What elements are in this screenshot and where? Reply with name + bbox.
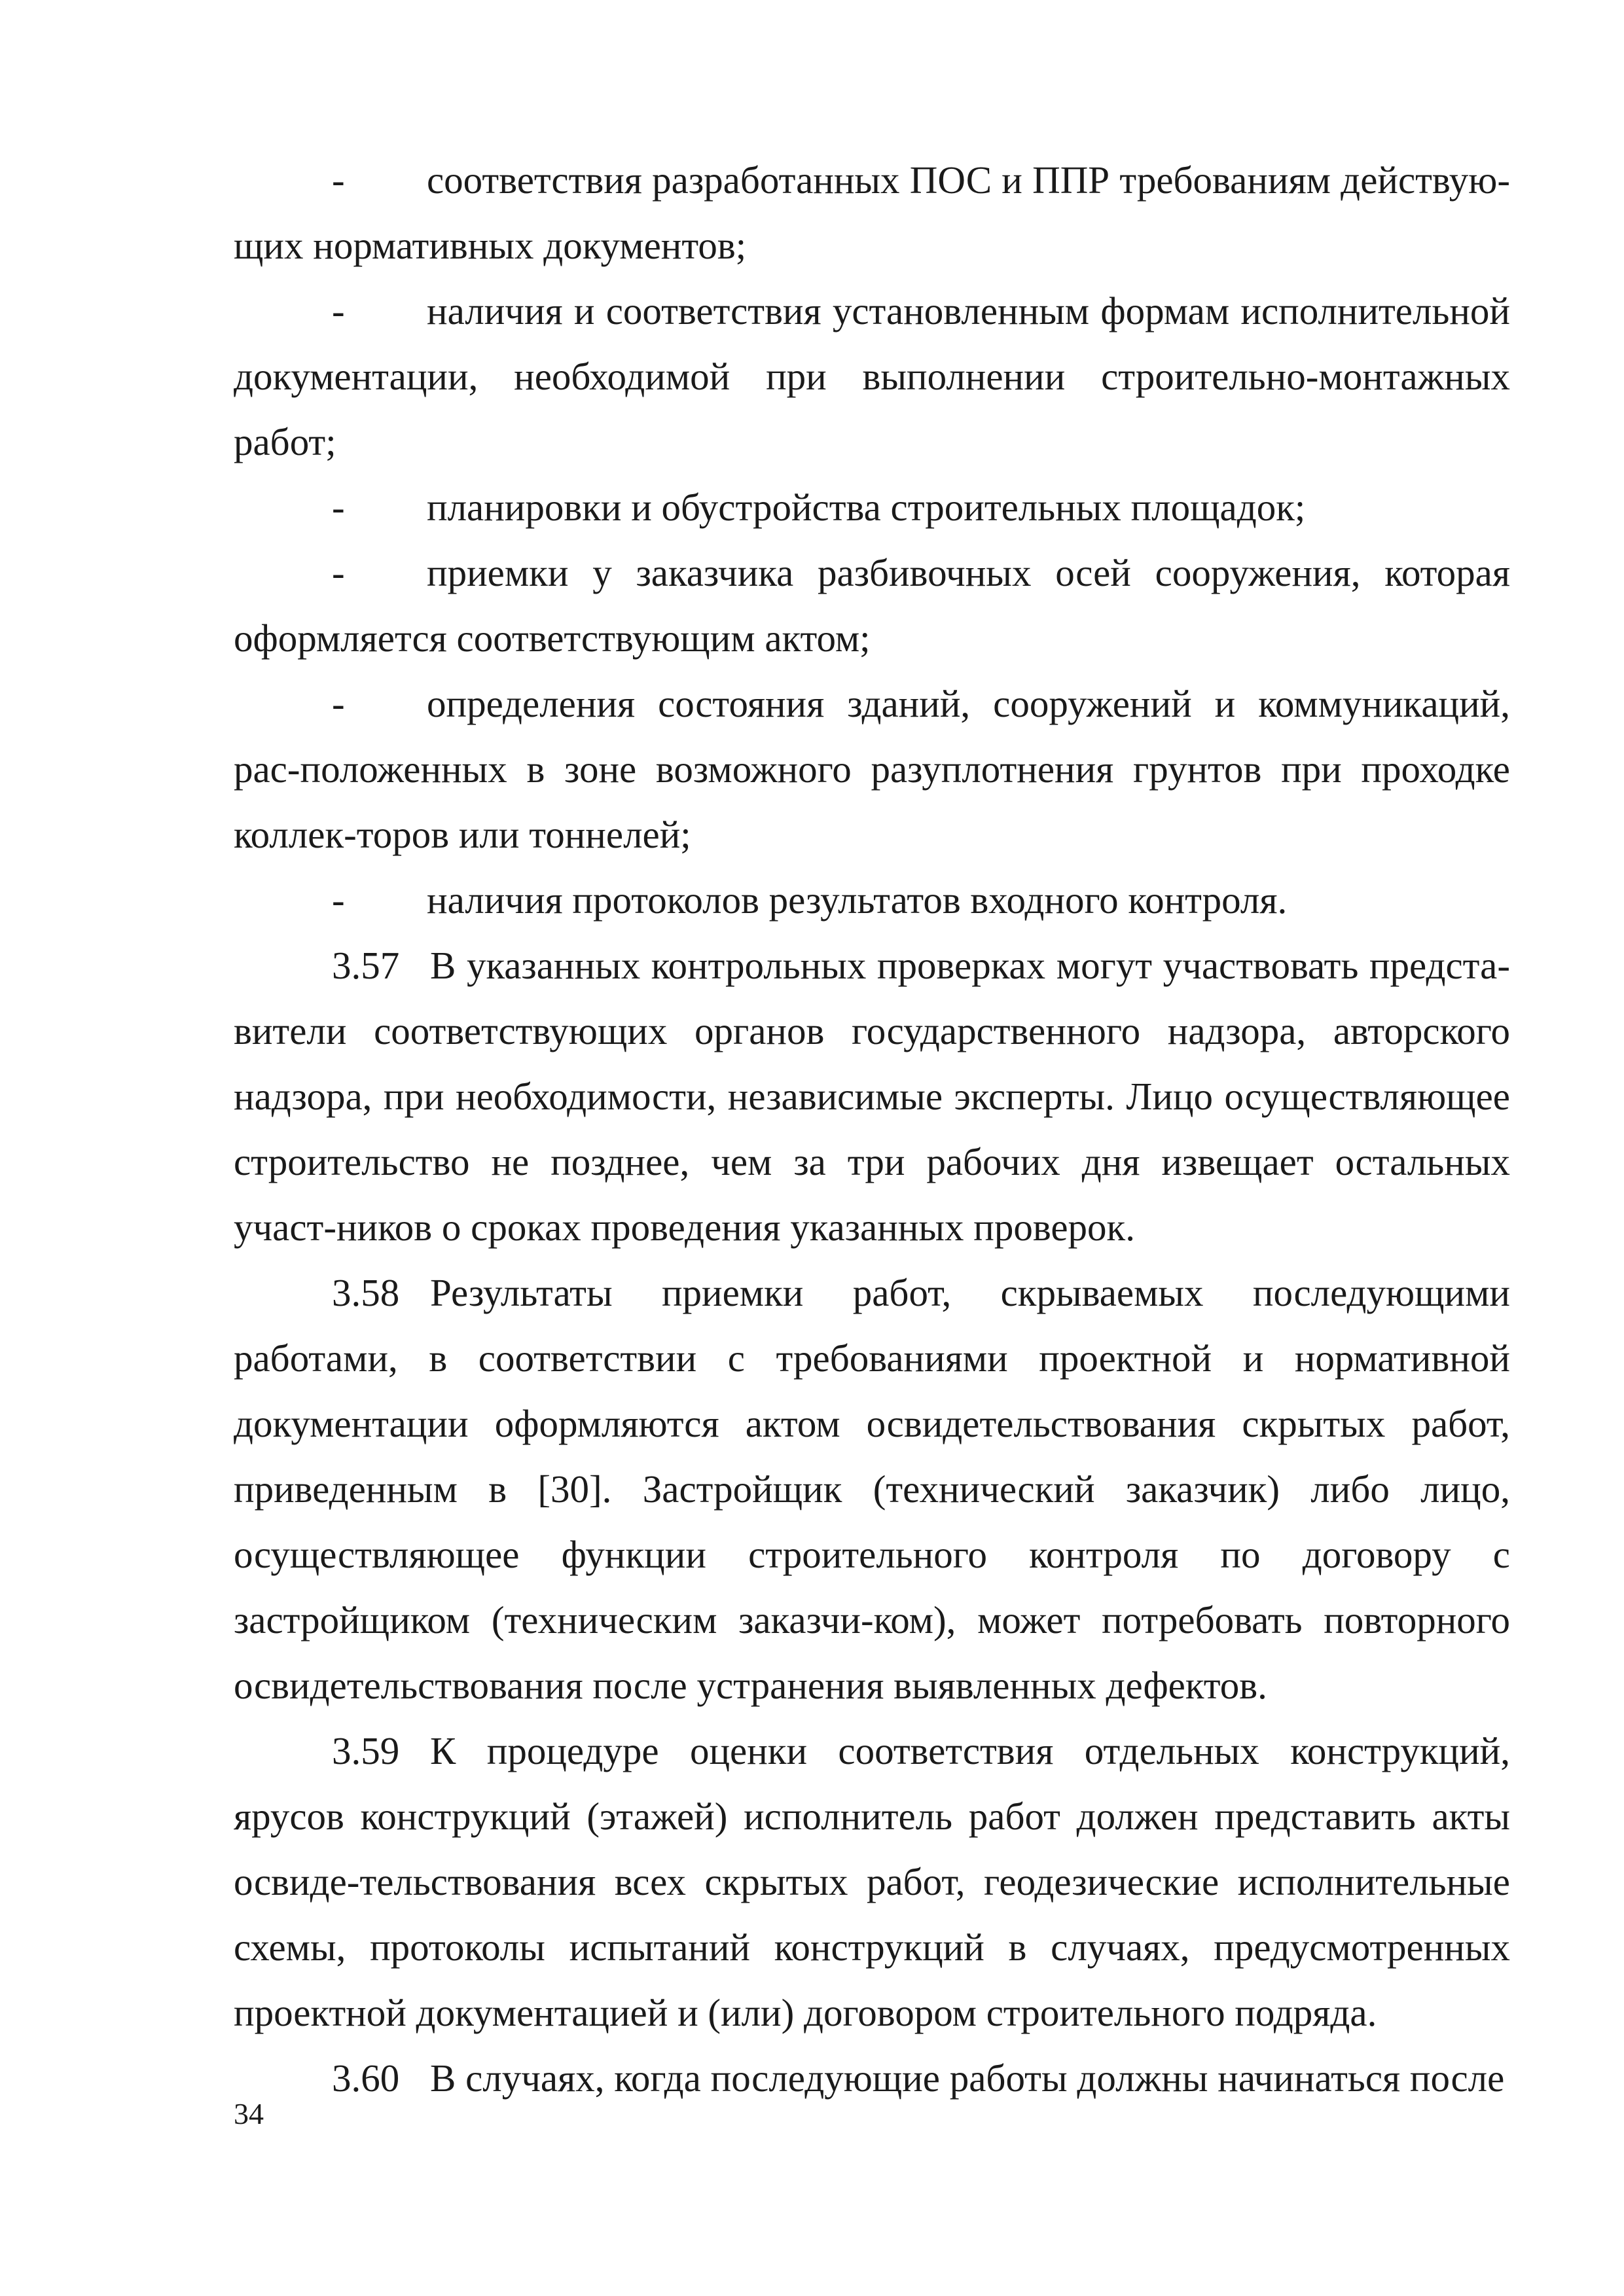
list-marker: - (332, 486, 345, 529)
clause-number: 3.58 (332, 1271, 400, 1314)
clause-number: 3.59 (332, 1729, 400, 1772)
list-item-text: приемки у заказчика разбивочных осей сооружения, которая оформляется соответствующим актом; (234, 551, 1510, 660)
list-item (234, 278, 1510, 475)
page-number: 34 (234, 2097, 264, 2130)
clause-3-58 (234, 1260, 1510, 1718)
list-item (234, 147, 1510, 278)
clause-text: В случаях, когда последующие работы должны начинаться после (430, 2056, 1505, 2100)
list-marker: - (332, 551, 345, 594)
list-marker: - (332, 158, 345, 202)
list-item (234, 540, 1510, 671)
clause-text: В указанных контрольных проверках могут участвовать предста-вители соответствующих органов государственного надзора, авторского надзора, при необходимости, независимые эксперты. Лицо осуществляющее строительство не позднее, чем за три рабочих дня извещает остальных участ-ников о сроках проведения указанных проверок. (234, 944, 1510, 1249)
list-marker: - (332, 878, 345, 922)
list-item-text: определения состояния зданий, сооружений и коммуникаций, рас-положенных в зоне возможного разуплотнения грунтов при проходке коллек-торов или тоннелей; (234, 682, 1510, 856)
clause-number: 3.60 (332, 2056, 400, 2100)
body-text (234, 147, 1510, 2111)
clause-3-60 (234, 2045, 1510, 2111)
list-marker: - (332, 289, 345, 332)
list-marker: - (332, 682, 345, 725)
clause-number: 3.57 (332, 944, 400, 987)
list-item (234, 475, 1510, 540)
list-item-text: наличия и соответствия установленным формам исполнительной документации, необходимой при выполнении строительно-монтажных работ; (234, 289, 1510, 463)
list-item-text: наличия протоколов результатов входного контроля. (427, 878, 1288, 922)
clause-text: Результаты приемки работ, скрываемых последующими работами, в соответствии с требованиями проектной и нормативной документации оформляются актом освидетельствования скрытых работ, приведенным в [30]. Застройщик (технический заказчик) либо лицо, осуществляющее функции строительного контроля по договору с застройщиком (техническим заказчи-ком), может потребовать повторного освидетельствования после устранения выявленных дефектов. (234, 1271, 1510, 1707)
list-item (234, 671, 1510, 867)
list-item (234, 867, 1510, 933)
clause-text: К процедуре оценки соответствия отдельных конструкций, ярусов конструкций (этажей) исполнитель работ должен представить акты освиде-тельствования всех скрытых работ, геодезические исполнительные схемы, протоколы испытаний конструкций в случаях, предусмотренных проектной документацией и (или) договором строительного подряда. (234, 1729, 1510, 2034)
clause-3-59 (234, 1718, 1510, 2045)
clause-3-57 (234, 933, 1510, 1260)
list-item-text: соответствия разработанных ПОС и ППР требованиям действую-щих нормативных документов; (234, 158, 1510, 267)
list-item-text: планировки и обустройства строительных площадок; (427, 486, 1306, 529)
